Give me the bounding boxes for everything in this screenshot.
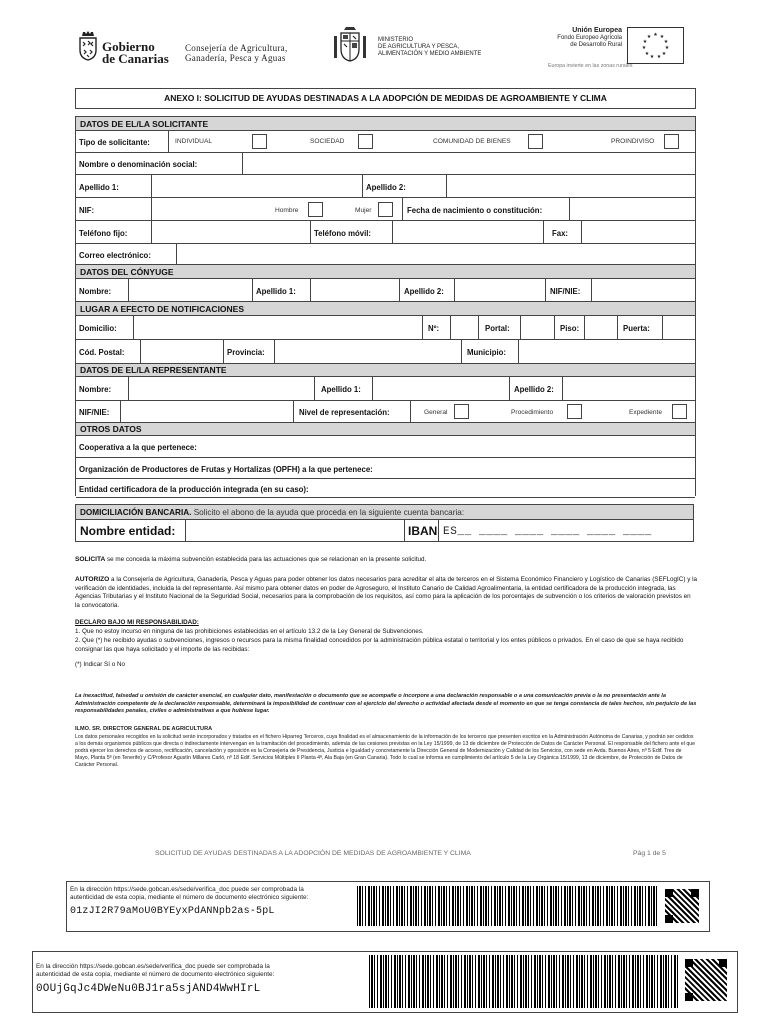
row-conyuge [76,278,695,302]
apellido2-label: Apellido 2: [366,183,406,192]
director-addressee: ILMO. SR. DIRECTOR GENERAL DE AGRICULTURA [75,726,213,732]
piso-field[interactable] [585,316,617,340]
iban-label: IBAN [408,524,438,538]
conyuge-apellido2-field[interactable] [455,279,545,302]
option-individual-label: INDIVIDUAL [175,138,213,145]
row-nif [76,197,695,221]
eu-flag-icon [627,27,684,64]
verification-2-barcode [369,955,678,1008]
spain-coat-of-arms-icon [333,26,367,66]
svg-text:★: ★ [646,34,652,40]
consejeria-line2: Ganadería, Pesca y Aguas [185,53,286,63]
application-form [75,116,696,496]
checkbox-hombre[interactable] [308,202,323,217]
checkbox-mujer[interactable] [378,202,393,217]
nombre-social-label: Nombre o denominación social: [79,160,198,169]
svg-text:★: ★ [653,32,658,38]
checkbox-proindiviso[interactable] [664,134,679,149]
row-cooperativa[interactable] [76,435,695,458]
verification-2-code[interactable]: 0OUjGqJc4DWeNu0BJ1ra5sjAND4WwHIrL [36,983,261,995]
telefono-movil-field[interactable] [393,221,543,244]
domicilio-field[interactable] [134,316,422,340]
sexo-hombre-label: Hombre [275,207,299,214]
entidad-certificadora-label: Entidad certificadora de la producción integrada (en su caso): [79,485,309,494]
nivel-expediente-label: Expediente [629,409,662,416]
conyuge-apellido1-label: Apellido 1: [256,287,296,296]
verification-1-line2: autenticidad de esta copia, mediante el número de documento electrónico siguiente: [70,894,309,901]
section-solicitante: DATOS DE EL/LA SOLICITANTE [76,116,695,130]
svg-text:★: ★ [642,39,648,45]
tipo-solicitante-label: Tipo de solicitante: [79,138,150,147]
opfh-label: Organización de Productores de Frutas y Hortalizas (OPFH) a la que pertenece: [79,465,373,474]
footer-title: SOLICITUD DE AYUDAS DESTINADAS A LA ADOPCIÓN DE MEDIDAS DE AGROAMBIENTE Y CLIMA [155,850,471,857]
verification-2-line2: autenticidad de esta copia, mediante el número de documento electrónico siguiente: [36,971,275,978]
verification-1-code[interactable]: 01zJI2R79aMoU0BYEyxPdANNpb2as-5pL [70,906,275,917]
row-apellidos [76,174,695,198]
ue-title: Unión Europea [572,27,622,34]
representante-apellido1-label: Apellido 1: [321,385,361,394]
representante-apellido2-label: Apellido 2: [514,385,554,394]
conyuge-nombre-label: Nombre: [79,287,112,296]
representante-apellido2-field[interactable] [563,377,695,401]
conyuge-apellido2-label: Apellido 2: [404,287,444,296]
ue-motto: Europa invierte en las zonas rurales [548,63,633,69]
nombre-social-field[interactable] [243,153,695,175]
section-conyuge: DATOS DEL CÓNYUGE [76,264,695,278]
ue-fund-line1: Fondo Europeo Agrícola [557,35,622,41]
svg-text:★: ★ [649,54,655,60]
domicilio-label: Domicilio: [79,324,117,333]
verification-1-line1: En la dirección https://sede.gobcan.es/sede/verifica_doc puede ser comprobada la [70,886,304,893]
ministerio-line1: MINISTERIO [378,37,414,43]
row-nombre-social [76,152,695,175]
option-comunidad-label: COMUNIDAD DE BIENES [433,138,511,145]
bank-section-subtitle: Solicito el abono de la ayuda que proceda en la siguiente cuenta bancaria: [193,508,465,517]
nombre-entidad-field[interactable] [186,520,404,541]
verification-strip-1 [66,881,710,932]
representante-nifnie-field[interactable] [121,401,293,423]
checkbox-comunidad-bienes[interactable] [528,134,543,149]
fecha-nacimiento-field[interactable] [570,198,695,221]
autorizo-text: a la Consejería de Agricultura, Ganadería, Pesca y Aguas para poder obtener los datos necesarios para acreditar el alta de terceros en el Sistema Económico Financiero y Logístico de Canarias (SEFLogIC) y la verificación de identidades, incluida la del representante. Así mismo para obtener datos en poder de Agroseguro, el Instituto Canario de Calidad Agroalimentaria, la entidad certificadora de la producción integrada, las Agencias Tributarias y el Instituto Nacional de la Seguridad Social, necesarios para la comprobación de los requisitos, así como para la aplicación de los porcentajes de subvención o los criterios de valoración previstos en la convocatoria. [75,576,697,609]
gobierno-canarias-crest-icon [78,30,98,62]
sexo-mujer-label: Mujer [355,207,372,214]
declaro-item-2: 2. Que (*) he recibido ayudas o subvenciones, ingresos o recursos para la misma finalidad concedidos por la administración pública estatal o territorial y los entes públicos o privados. En el caso de que se haya recibido consignar las que haya solicitado y el importe de las recibidas: [75,637,684,653]
representante-nombre-field[interactable] [129,377,314,401]
representante-apellido1-field[interactable] [373,377,509,401]
verification-2-line1: En la dirección https://sede.gobcan.es/sede/verifica_doc puede ser comprobada la [36,963,270,970]
portal-label: Portal: [485,324,510,333]
iban-field[interactable]: ES__ ____ ____ ____ ____ ____ [443,526,652,538]
conyuge-nifnie-field[interactable] [592,279,695,302]
nivel-general-label: General [424,409,448,416]
representante-nombre-label: Nombre: [79,385,112,394]
nivel-representacion-label: Nivel de representación: [299,408,390,417]
conyuge-nombre-field[interactable] [129,279,252,302]
verification-2-qr-code [685,959,727,1001]
declaro-heading: DECLARO BAJO MI RESPONSABILIDAD: [75,619,199,626]
portal-field[interactable] [521,316,554,340]
bank-section-title: DOMICILIACIÓN BANCARIA. [80,508,192,517]
row-opfh[interactable] [76,457,695,479]
svg-text:★: ★ [661,51,667,57]
data-protection-notice: Los datos personales recogidos en la solicitud serán incorporados y tratados en el fichero Hiparreg Terceros, cuya finalidad es el almacenamiento de la información de los terceros que presenten escritos en la Administración Autónoma de Canarias, y podrán ser cedidos a los demás organismos públicos que directa o indirectamente intervengan en la tramitación del procedimiento, además de las cesiones previstas en la Ley 15/1999, de 13 de diciembre de Protección de Datos de Carácter Personal. El responsable del fichero ante el que podrá ejercer los derechos de acceso, rectificación, cancelación y oposición es la Consejería de Presidencia, Justicia e Igualdad y concretamente la Dirección General de Modernización y Calidad de los Servicios, con sede en Avda. Buenos Aires, nº 5 Edif. Tres de Mayo, Planta 5ª (en Tenerife) y C/Profesor Agustín Millares Carló, nº 18 Edif. Servicios Múltiples II Planta 4ª, Ala Baja (en Gran Canaria). Todo lo cual se informa en cumplimiento del artículo 5 de la Ley Orgánica 15/1999, 13 de diciembre, de Protección de Datos de Carácter Personal. [75,734,695,768]
cod-postal-field[interactable] [141,340,223,364]
inexactitud-notice: La inexactitud, falsedad u omisión de carácter esencial, en cualquier dato, manifestación o documento que se acompañe o incorpore a una declaración responsable o a una comunicación previa o la no presentación ante la Administración competente de la declaración responsable, determinará la imposibilidad de continuar con el ejercicio del derecho o actividad afectada desde el momento en que se tenga constancia de tales hechos, sin perjuicio de las responsabilidades penales, civiles o administrativas a que hubiese lugar. [75,693,697,715]
apellido1-label: Apellido 1: [79,183,119,192]
declaro-item-1: 1. Que no estoy incurso en ninguna de las prohibiciones establecidas en el artículo 13.2 de la Ley General de Subvenciones. [75,628,424,635]
svg-text:★: ★ [644,51,650,57]
checkbox-sociedad[interactable] [358,134,373,149]
representante-nifnie-label: NIF/NIE: [79,408,110,417]
conyuge-apellido1-field[interactable] [311,279,399,302]
bank-section [75,504,694,542]
telefono-movil-label: Teléfono móvil: [314,229,372,238]
fecha-nacimiento-label: Fecha de nacimiento o constitución: [407,206,543,215]
nombre-entidad-label: Nombre entidad: [80,524,176,538]
solicita-keyword: SOLICITA [75,556,106,563]
ministerio-line2: DE AGRICULTURA Y PESCA, [378,44,460,50]
gobierno-title: Gobierno [102,39,155,54]
correo-label: Correo electrónico: [79,251,151,260]
puerta-field[interactable] [663,316,695,340]
solicita-paragraph [75,556,697,565]
svg-text:★: ★ [664,45,670,51]
checkbox-nivel-procedimiento[interactable] [567,404,582,419]
numero-field[interactable] [451,316,478,340]
row-domicilio [76,315,695,340]
row-representante-nif [76,400,695,423]
option-proindiviso-label: PROINDIVISO [611,138,655,145]
provincia-label: Provincia: [227,348,265,357]
annex-title: ANEXO I: SOLICITUD DE AYUDAS DESTINADAS A LA ADOPCIÓN DE MEDIDAS DE AGROAMBIENTE Y CLIMA [75,88,696,109]
section-representante: DATOS DE EL/LA REPRESENTANTE [76,363,695,376]
autorizo-keyword: AUTORIZO [75,576,110,583]
correo-field[interactable] [177,244,695,265]
consejeria-line1: Consejería de Agricultura, [185,43,288,53]
section-notificaciones: LUGAR A EFECTO DE NOTIFICACIONES [76,301,695,315]
verification-1-qr-code [665,889,699,923]
checkbox-nivel-expediente[interactable] [672,404,687,419]
svg-text:★: ★ [663,39,669,45]
svg-text:★: ★ [656,54,662,60]
nif-label: NIF: [79,206,95,215]
conyuge-nifnie-label: NIF/NIE: [550,287,581,296]
verification-strip-2 [32,951,738,1013]
autorizo-paragraph [75,576,697,610]
page-number: Pág 1 de 5 [633,850,666,857]
cod-postal-label: Cód. Postal: [79,348,125,357]
verification-1-barcode [357,886,658,926]
nif-field[interactable] [152,198,272,221]
indicar-note: (*) Indicar Sí o No [75,661,126,668]
numero-label: Nº: [428,324,440,333]
checkbox-individual[interactable] [252,134,267,149]
row-codigo-postal [76,339,695,364]
section-otros-datos: OTROS DATOS [76,422,695,435]
ministerio-line3: ALIMENTACIÓN Y MEDIO AMBIENTE [378,51,482,57]
fax-label: Fax: [552,229,569,238]
puerta-label: Puerta: [623,324,650,333]
fax-field[interactable] [582,221,695,244]
municipio-label: Municipio: [467,348,506,357]
telefono-fijo-label: Teléfono fijo: [79,229,128,238]
svg-text:★: ★ [659,34,665,40]
apellido2-field[interactable] [447,175,695,198]
row-tipo-solicitante [76,130,695,153]
ue-fund-line2: de Desarrollo Rural [570,42,622,48]
svg-text:★: ★ [641,45,647,51]
provincia-field[interactable] [275,340,461,364]
row-representante-nombre [76,376,695,401]
cooperativa-label: Cooperativa a la que pertenece: [79,443,197,452]
row-correo [76,243,695,265]
checkbox-nivel-general[interactable] [454,404,469,419]
gobierno-subtitle: de Canarias [102,51,169,66]
option-sociedad-label: SOCIEDAD [310,138,345,145]
piso-label: Piso: [560,324,580,333]
apellido1-field[interactable] [152,175,362,198]
municipio-field[interactable] [519,340,695,364]
telefono-fijo-field[interactable] [152,221,310,244]
nivel-procedimiento-label: Procedimiento [511,409,554,416]
solicita-text: se me conceda la máxima subvención establecida para las actuaciones que se relacionan en la presente solicitud. [105,556,427,563]
row-entidad-certificadora[interactable] [76,478,695,498]
row-telefonos [76,220,695,244]
